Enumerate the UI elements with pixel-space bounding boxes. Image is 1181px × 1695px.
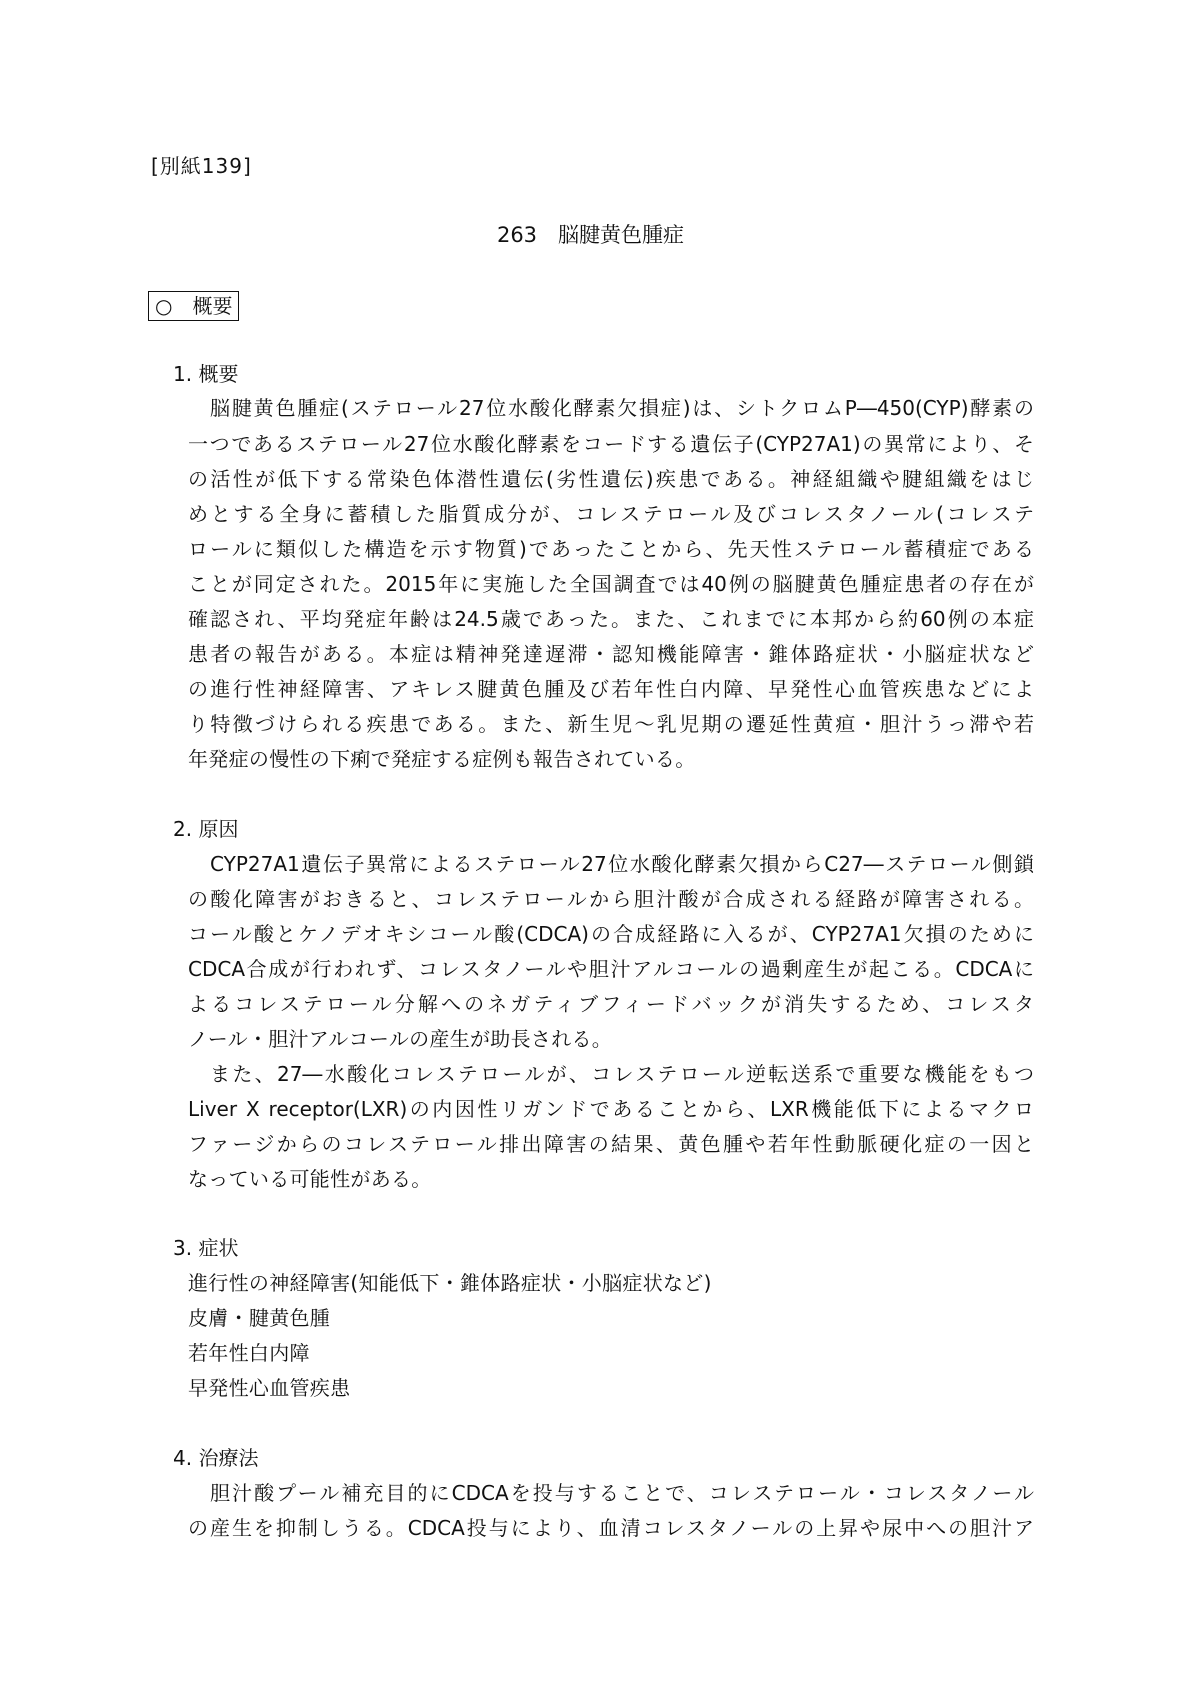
paragraph-line: 一つであるステロール27位水酸化酵素をコードする遺伝子(CYP27A1)の異常により、そ (188, 432, 1034, 456)
paragraph-line: ロールに類似した構造を示す物質)であったことから、先天性ステロール蓄積症である (188, 537, 1034, 561)
paragraph-line: 脳腱黄色腫症(ステロール27位水酸化酵素欠損症)は、シトクロムP―450(CYP)酵素の (210, 396, 1034, 420)
section-heading-symptoms: 3. 症状 (173, 1236, 239, 1260)
symptom-item: 早発性心血管疾患 (188, 1376, 351, 1400)
paragraph-line: 確認され、平均発症年齢は24.5歳であった。また、これまでに本邦から約60例の本症 (188, 607, 1034, 631)
paragraph-line: 胆汁酸プール補充目的にCDCAを投与することで、コレステロール・コレスタノール (210, 1481, 1034, 1505)
symptom-item: 皮膚・腱黄色腫 (188, 1306, 331, 1330)
symptom-item: 進行性の神経障害(知能低下・錐体路症状・小脳症状など) (188, 1271, 712, 1295)
paragraph-line: ことが同定された。2015年に実施した全国調査では40例の脳腱黄色腫症患者の存在が (188, 572, 1034, 596)
paragraph-line: CYP27A1遺伝子異常によるステロール27位水酸化酵素欠損からC27―ステロール側鎖 (210, 852, 1034, 876)
section-heading-cause: 2. 原因 (173, 817, 239, 841)
section-heading-overview: 1. 概要 (173, 362, 239, 386)
paragraph-line: ノール・胆汁アルコールの産生が助長される。 (188, 1027, 613, 1051)
paragraph-line: なっている可能性がある。 (188, 1167, 432, 1191)
section-heading-treatment: 4. 治療法 (173, 1446, 259, 1470)
paragraph-line: の酸化障害がおきると、コレステロールから胆汁酸が合成される経路が障害される。 (188, 887, 1034, 911)
paragraph-line: また、27―水酸化コレステロールが、コレステロール逆転送系で重要な機能をもつ (210, 1062, 1034, 1086)
section-label-box: ○ 概要 (148, 291, 239, 321)
paragraph-line: 年発症の慢性の下痢で発症する症例も報告されている。 (188, 747, 696, 771)
paragraph-line: ファージからのコレステロール排出障害の結果、黄色腫や若年性動脈硬化症の一因と (188, 1132, 1034, 1156)
paragraph-line: の活性が低下する常染色体潜性遺伝(劣性遺伝)疾患である。神経組織や腱組織をはじ (188, 467, 1034, 491)
paragraph-line: Liver X receptor(LXR)の内因性リガンドであることから、LXR機能低下によるマクロ (188, 1097, 1034, 1121)
attachment-tag: [別紙139] (151, 154, 252, 178)
paragraph-line: の産生を抑制しうる。CDCA投与により、血清コレスタノールの上昇や尿中への胆汁ア (188, 1516, 1034, 1540)
paragraph-line: めとする全身に蓄積した脂質成分が、コレステロール及びコレスタノール(コレステ (188, 502, 1034, 526)
page-title: 263 脳腱黄色腫症 (496, 223, 685, 247)
paragraph-line: り特徴づけられる疾患である。また、新生児～乳児期の遷延性黄疸・胆汁うっ滞や若 (188, 712, 1034, 736)
paragraph-line: CDCA合成が行われず、コレスタノールや胆汁アルコールの過剰産生が起こる。CDCAに (188, 957, 1034, 981)
paragraph-line: の進行性神経障害、アキレス腱黄色腫及び若年性白内障、早発性心血管疾患などによ (188, 677, 1034, 701)
symptom-item: 若年性白内障 (188, 1341, 310, 1365)
paragraph-line: コール酸とケノデオキシコール酸(CDCA)の合成経路に入るが、CYP27A1欠損のために (188, 922, 1034, 946)
paragraph-line: よるコレステロール分解へのネガティブフィードバックが消失するため、コレスタ (188, 992, 1034, 1016)
paragraph-line: 患者の報告がある。本症は精神発達遅滞・認知機能障害・錐体路症状・小脳症状など (188, 642, 1034, 666)
